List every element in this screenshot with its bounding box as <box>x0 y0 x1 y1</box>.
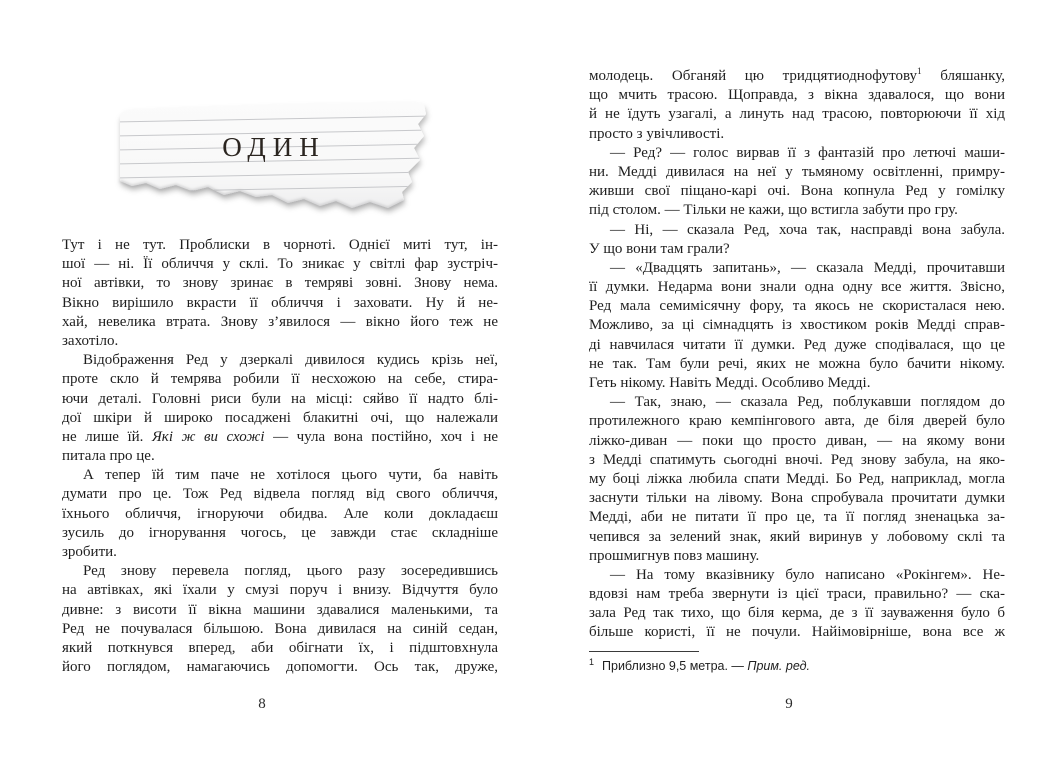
text-line: його поглядом, намагаючись допомогти. Ось так, друже, <box>62 659 498 676</box>
text-line: просто з увічливості. <box>589 125 725 142</box>
text-line: з Медді спатимуть сьогодні вночі. Ред знову забула, на яко- <box>589 451 1005 468</box>
paragraph <box>62 466 498 562</box>
text-line: ючи деталі. Головні риси були на місці: сяйво її надто блі- <box>62 390 498 407</box>
text-line: Можливо, за ці сімнадцять із хвостиком років Медді справ- <box>589 317 1005 334</box>
text-line: протилежного краю кемпінгового авта, де біля дверей було <box>589 413 1005 430</box>
text-line: Медді, аби не питати її про це, та її погляд зненацька за- <box>589 509 1005 526</box>
text-line: ді навчилася читати її думки. Ред дуже сподівалася, що це <box>589 336 1005 353</box>
text-line: питала про це. <box>62 448 155 465</box>
paragraph <box>589 259 1005 393</box>
paragraph <box>589 566 1005 643</box>
footnote-rule <box>589 651 699 652</box>
chapter-title: ОДИН <box>222 132 326 162</box>
text-line: — Ні, — сказала Ред, хоча так, насправді вона забула. <box>610 221 1005 238</box>
text-line: на автівках, які їхали у смузі поруч і внизу. Відчуття було <box>62 582 498 599</box>
page-number-right: 9 <box>785 696 793 712</box>
text-line: зробити. <box>62 544 117 560</box>
text-line: ної автівки, то знову зринає в темряві зовні. Знову нема. <box>62 275 498 292</box>
text-line: — «Двадцять запитань», — сказала Медді, прочитавши <box>610 259 1005 276</box>
text-line: Геть нікому. Навіть Медді. Особливо Медді. <box>589 375 871 391</box>
text-line: прошмигнув повз машину. <box>589 547 760 564</box>
text-line: думати про це. Тож Ред відвела погляд від свого обличчя, <box>62 486 498 503</box>
footnote-marker: 1 <box>589 656 595 667</box>
text-line: під столом. — Тільки не кажи, що встигла забути про гру. <box>589 202 958 219</box>
paragraph <box>589 393 1005 566</box>
text-line: ліжко-диван — поки що просто диван, — на якому вони <box>589 432 1005 449</box>
chapter-heading-art <box>112 98 434 230</box>
text-line: ни. Медді дивилася на неї у тьмяному освітленні, примру- <box>589 163 1005 180</box>
paragraph <box>589 67 1005 144</box>
text-line: зусиль до ігнорування чогось, це завжди стає складніше <box>62 524 498 541</box>
text-line: який поткнувся вперед, аби обігнати їх, і підштовхнула <box>62 639 498 656</box>
text-line: дивне: з висоти її вікна машини здавалися маленькими, та <box>62 601 498 618</box>
text-line: проте скло й темрява робили її несхожою на себе, стира- <box>62 371 498 388</box>
text-line: що мчить трасою. Щоправда, з вікна здавалося, що вони <box>589 87 1005 104</box>
footnote-text <box>589 656 1005 673</box>
text-line: заснути тільки на лівому. Вона спробувала прочитати думки <box>589 490 1005 507</box>
torn-paper-graphic <box>112 98 434 230</box>
text-line: живши свої піщано-карі очі. Вона копнула Ред у гомілку <box>589 183 1005 200</box>
text-line: — На тому вказівнику було написано «Рокінгем». Не- <box>610 566 1005 583</box>
text-line: Відображення Ред у дзеркалі дивилося кудись крізь неї, <box>83 352 498 369</box>
text-line: — Ред? — голос вирвав її з фантазій про летючі маши- <box>610 144 1005 161</box>
footnote <box>589 651 1005 673</box>
text-line: дої шкіри й широко посаджені блакитні очі, що належали <box>62 409 498 426</box>
text-line: вдовзі нам треба звернути із цієї траси, правильно? — ска- <box>589 586 1005 603</box>
text-line: Ред мала семимісячну фору, та якось не скористалася нею. <box>589 298 1005 315</box>
text-line: А тепер їй тим паче не хотілося цього чути, ба навіть <box>83 467 498 484</box>
text-line: не так. Там були речі, яких не можна було бачити нікому. <box>589 355 1005 372</box>
text-line: му боці ліжка любила спати Медді. Бо Ред, наприклад, могла <box>589 470 1005 487</box>
text-line: шої — ні. Її обличчя у склі. То зникає у світлі фар зустріч- <box>62 256 498 273</box>
text-line: молодець. Обганяй цю тридцятиоднофутову$^1$ бляшанку, <box>589 67 1005 84</box>
text-line: їхнього обличчя, ігноруючи обидва. Але коли докладаєш <box>62 505 498 522</box>
text-line: й не їдуть узагалі, а линуть над трасою, повторюючи її хід <box>589 106 1005 123</box>
paragraph <box>62 236 498 351</box>
paragraph <box>589 144 1005 221</box>
text-line: не лише їй. Які ж ви схожі — чула вона постійно, хоч і не <box>62 428 498 445</box>
page-number-left: 8 <box>258 696 266 712</box>
text-line: чепився за зелений знак, який виринув у лобовому склі та <box>589 528 1005 545</box>
text-line: її думки. Недарма вони знали одна одну все життя. Звісно, <box>589 279 1005 296</box>
text-line: більше користі, її не почули. Найімовірніше, вона все ж <box>589 624 1005 641</box>
right-page-text <box>589 67 1005 643</box>
text-line: захотіло. <box>62 332 119 349</box>
text-line: У що вони там грали? <box>589 240 730 257</box>
footnote-editor-note: Прим. ред. <box>747 659 811 673</box>
footnote-body: Приблизно 9,5 метра. — <box>602 659 748 673</box>
text-line: Ред знову перевела погляд, цього разу зосередившись <box>83 563 498 580</box>
left-page-text <box>62 236 498 677</box>
text-line: Тут і не тут. Проблиски в чорноті. Однієї миті тут, ін- <box>62 237 498 253</box>
text-line: зала Ред так тихо, що біля керма, де з її зауваження було б <box>589 605 1005 622</box>
text-line: Ред не почувалася більшою. Вона дивилася на синій седан, <box>62 620 498 637</box>
text-line: — Так, знаю, — сказала Ред, поблукавши поглядом до <box>610 394 1005 411</box>
text-line: Вікно вирішило вкрасти її обличчя і заховати. Ну й не- <box>62 294 498 311</box>
paragraph <box>62 351 498 466</box>
paragraph <box>62 562 498 677</box>
paragraph <box>589 221 1005 259</box>
text-line: хай, невелика втрата. Знову з’явилося — вікно його теж не <box>62 313 498 330</box>
